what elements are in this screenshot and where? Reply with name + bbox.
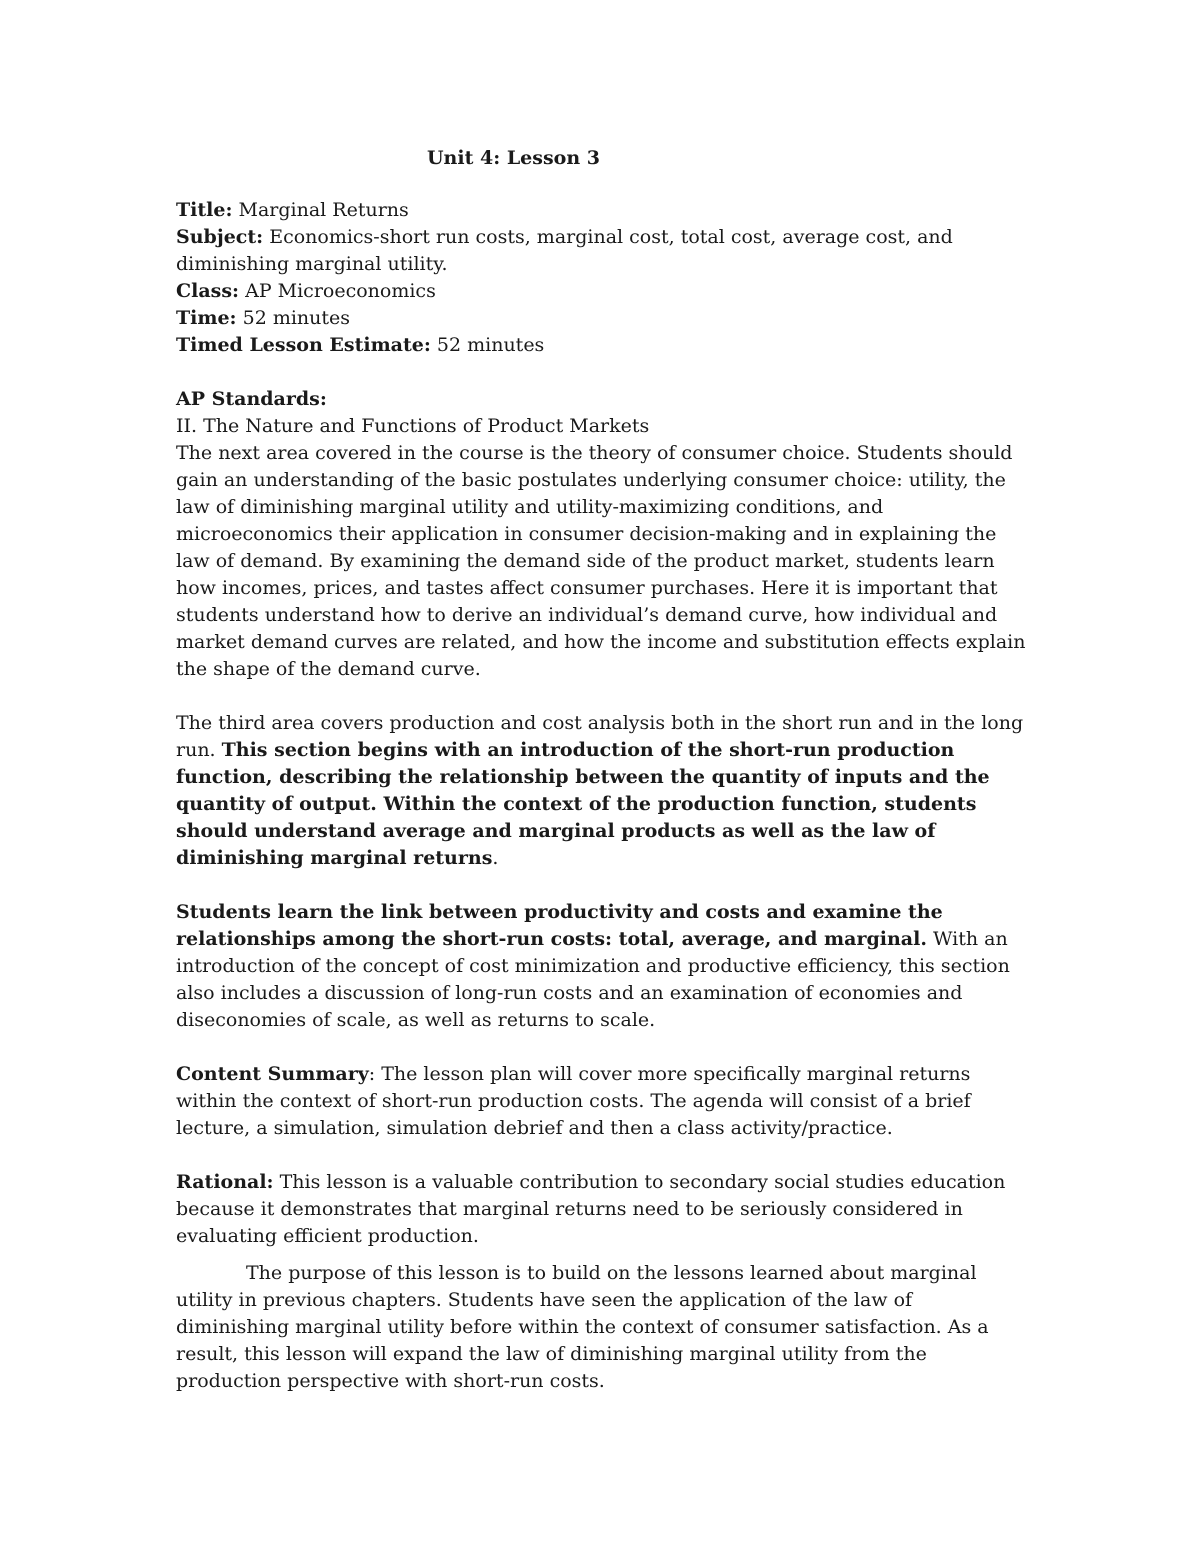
third-area-plain: The third area covers production and cost analysis both in the short run and in the long run. (176, 712, 1024, 761)
third-area-paragraph (176, 710, 1026, 872)
standards-paragraph: The next area covered in the course is the theory of consumer choice. Students should gain an understanding of the basic postulates underlying consumer choice: utility, the law of diminishing marginal utility and utility-maximizing conditions, and microeconomics their application in consumer decision-making and in explaining the law of demand. By examining the demand side of the product market, students learn how incomes, prices, and tastes affect consumer purchases. Here it is important that students understand how to derive an individual’s demand curve, how individual and market demand curves are related, and how the income and substitution effects explain the shape of the demand curve. (176, 442, 1026, 680)
time-line (176, 305, 1026, 332)
rational-label: Rational: (176, 1171, 274, 1193)
summary-paragraph (176, 1061, 1026, 1142)
standards-heading (176, 386, 1026, 413)
link-paragraph (176, 899, 1026, 1034)
estimate-value: 52 minutes (430, 334, 545, 356)
summary-label: Content Summary (176, 1063, 369, 1085)
standards-label: AP Standards: (176, 388, 327, 410)
subject-label: Subject: (176, 226, 264, 248)
rational-paragraph (176, 1169, 1026, 1250)
class-value: AP Microeconomics (239, 280, 436, 302)
estimate-line (176, 332, 1026, 359)
title-value: Marginal Returns (232, 199, 409, 221)
third-area-end: . (492, 847, 499, 869)
link-bold: Students learn the link between productivity and costs and examine the relationships among the short-run costs: total, average, and marginal. (176, 901, 943, 950)
document-heading: Unit 4: Lesson 3 (426, 147, 600, 169)
standards-section: II. The Nature and Functions of Product Markets (176, 415, 650, 437)
time-value: 52 minutes (236, 307, 351, 329)
summary-text: : The lesson plan will cover more specifically marginal returns within the context of short-run production costs. The agenda will consist of a brief lecture, a simulation, simulation debrief and then a class activity/practice. (176, 1063, 971, 1139)
title-label: Title: (176, 199, 233, 221)
third-area-bold: This section begins with an introduction of the short-run production function, describing the relationship between the quantity of inputs and the quantity of output. Within the context of the production function, students should understand average and marginal products as well as the law of diminishing marginal returns (176, 739, 990, 869)
subject-line (176, 224, 1026, 278)
estimate-label: Timed Lesson Estimate: (176, 334, 431, 356)
link-plain: With an introduction of the concept of cost minimization and productive efficiency, this section also includes a discussion of long-run costs and an examination of economies and diseconomies of scale, as well as returns to scale. (176, 928, 1010, 1031)
subject-value: Economics-short run costs, marginal cost, total cost, average cost, and diminishing marginal utility. (176, 226, 953, 275)
rational-text: This lesson is a valuable contribution to secondary social studies education because it demonstrates that marginal returns need to be seriously considered in evaluating efficient production. (176, 1171, 1006, 1247)
time-label: Time: (176, 307, 237, 329)
document-content (176, 145, 1026, 1395)
class-label: Class: (176, 280, 240, 302)
purpose-text: The purpose of this lesson is to build on the lessons learned about marginal utility in previous chapters. Students have seen the application of the law of diminishing marginal utility before within the context of consumer satisfaction. As a result, this lesson will expand the law of diminishing marginal utility from the production perspective with short-run costs. (176, 1262, 989, 1392)
title-line (176, 197, 1026, 224)
class-line (176, 278, 1026, 305)
purpose-paragraph (176, 1260, 1026, 1395)
